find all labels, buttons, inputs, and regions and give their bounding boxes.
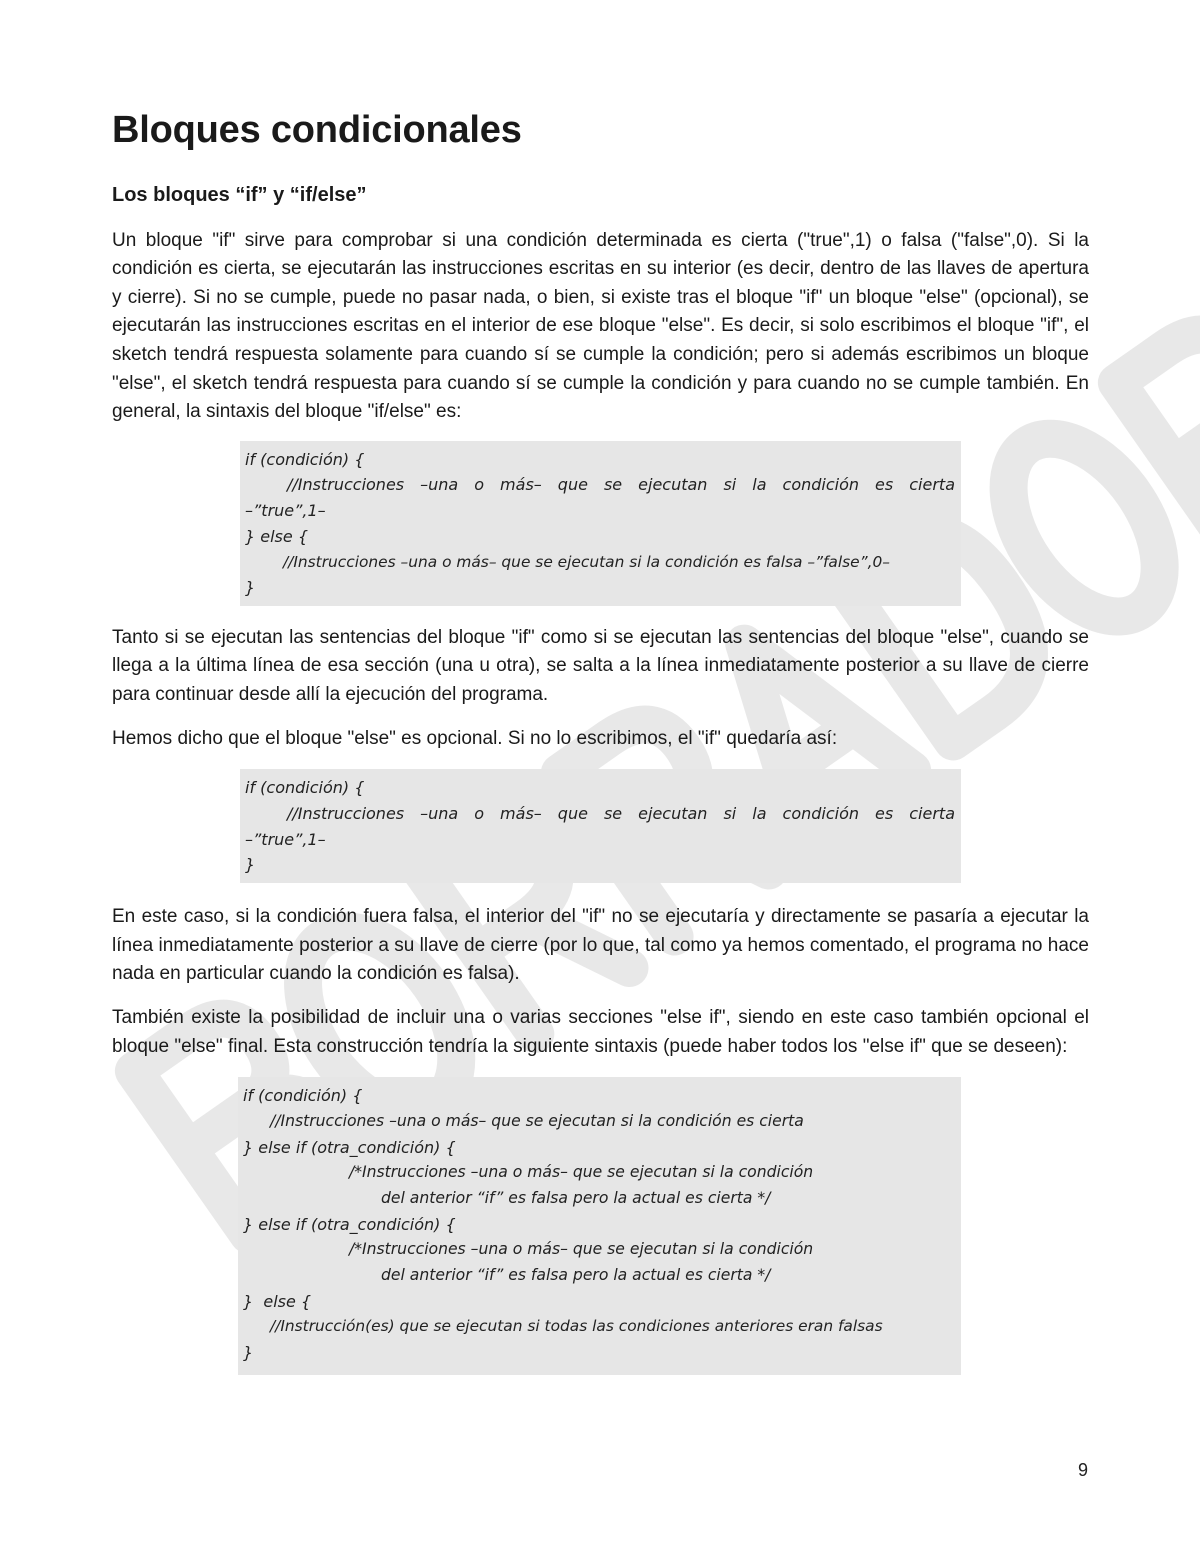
code-line: //Instrucciones –una o más– que se ejecutan si la condición es cierta bbox=[287, 475, 955, 495]
page-number: 9 bbox=[1078, 1460, 1089, 1480]
code-line: //Instrucciones –una o más– que se ejecutan si la condición es cierta bbox=[287, 803, 955, 823]
code-line: //Instrucción(es) que se ejecutan si todas las condiciones anteriores eran falsas bbox=[270, 1317, 883, 1336]
paragraph-3: Hemos dicho que el bloque "else" es opcional. Si no lo escribimos, el "if" quedaría así: bbox=[112, 727, 838, 749]
page-title: Bloques condicionales bbox=[112, 109, 522, 151]
code-line: /*Instrucciones –una o más– que se ejecutan si la condición bbox=[349, 1240, 814, 1259]
code-line: } bbox=[245, 578, 256, 598]
code-line: if (condición) { bbox=[245, 449, 365, 469]
code-block-else-if bbox=[238, 1077, 961, 1375]
code-line: //Instrucciones –una o más– que se ejecutan si la condición es falsa –”false”,0– bbox=[283, 552, 890, 571]
code-line: } else if (otra_condición) { bbox=[243, 1214, 456, 1234]
code-line: } else { bbox=[243, 1291, 312, 1311]
code-line: //Instrucciones –una o más– que se ejecutan si la condición es cierta bbox=[270, 1111, 804, 1130]
code-line: } else if (otra_condición) { bbox=[243, 1137, 456, 1157]
code-line: } bbox=[243, 1343, 254, 1363]
paragraph-2: Tanto si se ejecutan las sentencias del bloque "if" como si se ejecutan las sentencias del bloque "else", cuando se llega a la última línea de esa sección (una u otra), se salta a la línea inmediatamente posterior a su llave de cierre para continuar desde allí la ejecución del programa. bbox=[112, 626, 1089, 705]
code-line: } else { bbox=[245, 526, 308, 546]
code-line: if (condición) { bbox=[245, 778, 365, 798]
paragraph-1: Un bloque "if" sirve para comprobar si una condición determinada es cierta ("true",1) o falsa ("false",0). Si la condición es cierta, se ejecutarán las instrucciones escritas en su interior (es decir, dentro de las llaves de apertura y cierre). Si no se cumple, puede no pasar nada, o bien, si existe tras el bloque "if" un bloque "else" (opcional), se ejecutarán las instrucciones escritas en el interior de ese bloque "else". Es decir, si solo escribimos el bloque "if", el sketch tendrá respuesta solamente para cuando sí se cumple la condición; pero si además escribimos un bloque "else", el sketch tendrá respuesta para cuando sí se cumple la condición y para cuando no se cumple también. En general, la sintaxis del bloque "if/else" es: bbox=[112, 229, 1089, 423]
code-line: –”true”,1– bbox=[245, 829, 326, 849]
code-line: del anterior “if” es falsa pero la actual es cierta */ bbox=[381, 1266, 771, 1285]
code-block-if-else bbox=[240, 441, 961, 606]
paragraph-4: En este caso, si la condición fuera falsa, el interior del "if" no se ejecutaría y directamente se pasaría a ejecutar la línea inmediatamente posterior a su llave de cierre (por lo que, tal como ya hemos comentado, el programa no hace nada en particular cuando la condición es falsa). bbox=[112, 906, 1089, 985]
code-line: del anterior “if” es falsa pero la actual es cierta */ bbox=[381, 1188, 771, 1207]
code-line: –”true”,1– bbox=[245, 501, 326, 521]
code-line: } bbox=[245, 855, 256, 875]
code-block-if bbox=[240, 769, 961, 883]
code-line: /*Instrucciones –una o más– que se ejecutan si la condición bbox=[349, 1163, 814, 1182]
section-subtitle: Los bloques “if” y “if/else” bbox=[112, 183, 367, 206]
paragraph-5: También existe la posibilidad de incluir una o varias secciones "else if", siendo en este caso también opcional el bloque "else" final. Esta construcción tendría la siguiente sintaxis (puede haber todos los "else if" que se deseen): bbox=[112, 1006, 1089, 1057]
code-line: if (condición) { bbox=[243, 1086, 363, 1106]
document-page bbox=[112, 108, 1089, 1375]
